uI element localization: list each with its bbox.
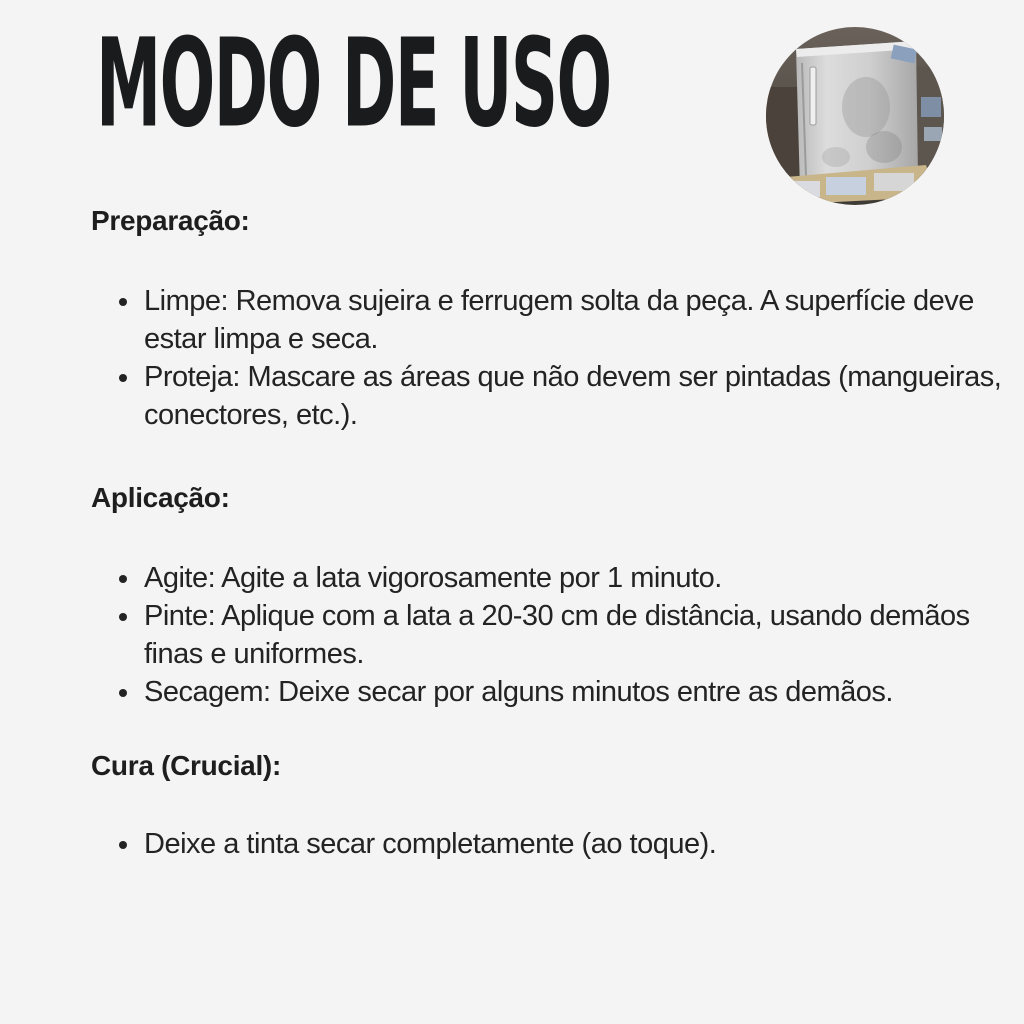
refrigerator-image — [766, 27, 944, 205]
aplicacao-list — [0, 559, 1024, 711]
refrigerator-photo — [766, 27, 944, 205]
page-title: MODO DE USO — [96, 11, 611, 155]
section-heading-cura: Cura (Crucial): — [91, 750, 281, 781]
section-heading-aplicacao: Aplicação: — [91, 482, 230, 513]
list-item: Proteja: Mascare as áreas que não devem ser pintadas (mangueiras, conectores, etc.). — [0, 358, 1024, 434]
list-item: Limpe: Remova sujeira e ferrugem solta da peça. A superfície deve estar limpa e seca. — [0, 282, 1024, 358]
list-item: Deixe a tinta secar completamente (ao toque). — [0, 825, 1024, 863]
list-item: Pinte: Aplique com a lata a 20-30 cm de distância, usando demãos finas e uniformes. — [0, 597, 1024, 673]
section-heading-preparacao: Preparação: — [91, 205, 250, 236]
list-item: Secagem: Deixe secar por alguns minutos entre as demãos. — [0, 673, 1024, 711]
preparacao-list — [0, 282, 1024, 434]
list-item: Agite: Agite a lata vigorosamente por 1 minuto. — [0, 559, 1024, 597]
cura-list — [0, 825, 1024, 863]
